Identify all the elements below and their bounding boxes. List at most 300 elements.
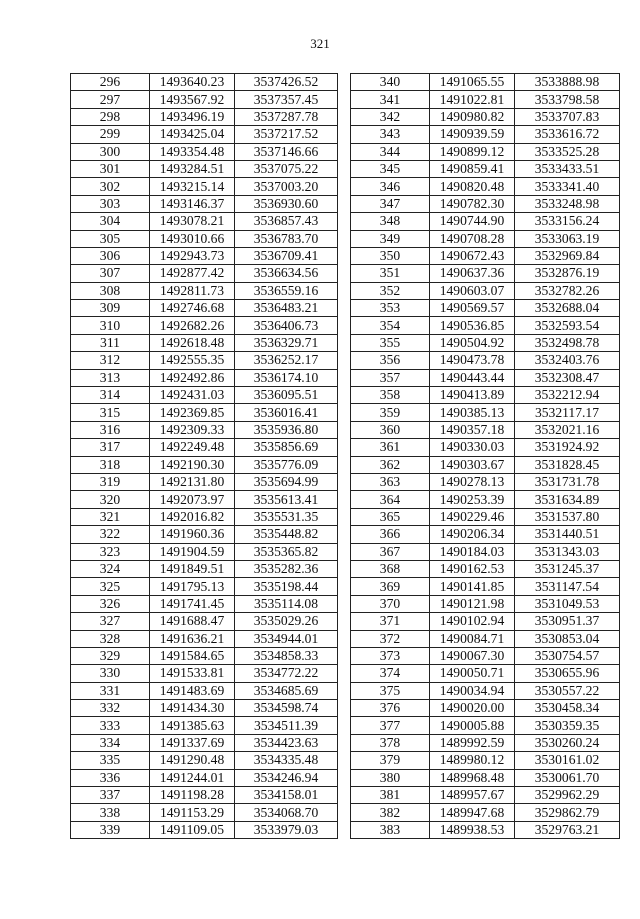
point-number-cell: 322 bbox=[71, 526, 150, 543]
y-coordinate-cell: 3533156.24 bbox=[515, 213, 620, 230]
y-coordinate-cell: 3533888.98 bbox=[515, 74, 620, 91]
table-row bbox=[351, 769, 620, 786]
y-coordinate-cell: 3533979.03 bbox=[235, 821, 338, 838]
table-row bbox=[71, 473, 338, 490]
point-number-cell: 354 bbox=[351, 317, 430, 334]
point-number-cell: 335 bbox=[71, 752, 150, 769]
point-number-cell: 361 bbox=[351, 439, 430, 456]
x-coordinate-cell: 1492369.85 bbox=[150, 404, 235, 421]
table-row bbox=[71, 526, 338, 543]
table-row bbox=[351, 560, 620, 577]
point-number-cell: 326 bbox=[71, 595, 150, 612]
y-coordinate-cell: 3533798.58 bbox=[515, 91, 620, 108]
y-coordinate-cell: 3532969.84 bbox=[515, 247, 620, 264]
x-coordinate-cell: 1491385.63 bbox=[150, 717, 235, 734]
table-row bbox=[71, 300, 338, 317]
table-row bbox=[351, 247, 620, 264]
table-row bbox=[71, 126, 338, 143]
table-row bbox=[351, 647, 620, 664]
point-number-cell: 366 bbox=[351, 526, 430, 543]
point-number-cell: 357 bbox=[351, 369, 430, 386]
table-row bbox=[351, 404, 620, 421]
x-coordinate-cell: 1490253.39 bbox=[430, 491, 515, 508]
y-coordinate-cell: 3535936.80 bbox=[235, 421, 338, 438]
y-coordinate-cell: 3530557.22 bbox=[515, 682, 620, 699]
table-row bbox=[71, 74, 338, 91]
table-row bbox=[71, 682, 338, 699]
x-coordinate-cell: 1493567.92 bbox=[150, 91, 235, 108]
x-coordinate-cell: 1490084.71 bbox=[430, 630, 515, 647]
point-number-cell: 342 bbox=[351, 108, 430, 125]
table-row bbox=[351, 752, 620, 769]
table-row bbox=[351, 630, 620, 647]
y-coordinate-cell: 3536634.56 bbox=[235, 265, 338, 282]
point-number-cell: 368 bbox=[351, 560, 430, 577]
x-coordinate-cell: 1490413.89 bbox=[430, 387, 515, 404]
y-coordinate-cell: 3534335.48 bbox=[235, 752, 338, 769]
y-coordinate-cell: 3534598.74 bbox=[235, 700, 338, 717]
x-coordinate-cell: 1491741.45 bbox=[150, 595, 235, 612]
y-coordinate-cell: 3530754.57 bbox=[515, 647, 620, 664]
x-coordinate-cell: 1490121.98 bbox=[430, 595, 515, 612]
table-row bbox=[71, 334, 338, 351]
x-coordinate-cell: 1492555.35 bbox=[150, 352, 235, 369]
point-number-cell: 332 bbox=[71, 700, 150, 717]
y-coordinate-cell: 3529962.29 bbox=[515, 787, 620, 804]
table-row bbox=[71, 230, 338, 247]
point-number-cell: 378 bbox=[351, 734, 430, 751]
y-coordinate-cell: 3533616.72 bbox=[515, 126, 620, 143]
table-row bbox=[351, 508, 620, 525]
table-row bbox=[71, 630, 338, 647]
y-coordinate-cell: 3534511.39 bbox=[235, 717, 338, 734]
x-coordinate-cell: 1490303.67 bbox=[430, 456, 515, 473]
point-number-cell: 320 bbox=[71, 491, 150, 508]
x-coordinate-cell: 1490034.94 bbox=[430, 682, 515, 699]
y-coordinate-cell: 3534068.70 bbox=[235, 804, 338, 821]
y-coordinate-cell: 3536559.16 bbox=[235, 282, 338, 299]
y-coordinate-cell: 3534246.94 bbox=[235, 769, 338, 786]
point-number-cell: 367 bbox=[351, 543, 430, 560]
x-coordinate-cell: 1489957.67 bbox=[430, 787, 515, 804]
y-coordinate-cell: 3531828.45 bbox=[515, 456, 620, 473]
y-coordinate-cell: 3533525.28 bbox=[515, 143, 620, 160]
x-coordinate-cell: 1491434.30 bbox=[150, 700, 235, 717]
table-row bbox=[351, 734, 620, 751]
x-coordinate-cell: 1491584.65 bbox=[150, 647, 235, 664]
y-coordinate-cell: 3530458.34 bbox=[515, 700, 620, 717]
point-number-cell: 355 bbox=[351, 334, 430, 351]
x-coordinate-cell: 1493425.04 bbox=[150, 126, 235, 143]
table-row bbox=[351, 126, 620, 143]
table-row bbox=[351, 526, 620, 543]
table-row bbox=[71, 352, 338, 369]
x-coordinate-cell: 1492943.73 bbox=[150, 247, 235, 264]
y-coordinate-cell: 3534858.33 bbox=[235, 647, 338, 664]
y-coordinate-cell: 3532593.54 bbox=[515, 317, 620, 334]
x-coordinate-cell: 1492811.73 bbox=[150, 282, 235, 299]
x-coordinate-cell: 1490820.48 bbox=[430, 178, 515, 195]
point-number-cell: 343 bbox=[351, 126, 430, 143]
y-coordinate-cell: 3534158.01 bbox=[235, 787, 338, 804]
table-row bbox=[351, 282, 620, 299]
y-coordinate-cell: 3536783.70 bbox=[235, 230, 338, 247]
y-coordinate-cell: 3531634.89 bbox=[515, 491, 620, 508]
y-coordinate-cell: 3534685.69 bbox=[235, 682, 338, 699]
point-number-cell: 364 bbox=[351, 491, 430, 508]
table-row bbox=[351, 387, 620, 404]
y-coordinate-cell: 3537287.78 bbox=[235, 108, 338, 125]
point-number-cell: 323 bbox=[71, 543, 150, 560]
x-coordinate-cell: 1492249.48 bbox=[150, 439, 235, 456]
point-number-cell: 370 bbox=[351, 595, 430, 612]
y-coordinate-cell: 3537146.66 bbox=[235, 143, 338, 160]
point-number-cell: 314 bbox=[71, 387, 150, 404]
table-row bbox=[71, 282, 338, 299]
table-row bbox=[351, 473, 620, 490]
point-number-cell: 327 bbox=[71, 613, 150, 630]
y-coordinate-cell: 3529763.21 bbox=[515, 821, 620, 838]
x-coordinate-cell: 1490278.13 bbox=[430, 473, 515, 490]
y-coordinate-cell: 3531924.92 bbox=[515, 439, 620, 456]
table-row bbox=[71, 752, 338, 769]
y-coordinate-cell: 3536329.71 bbox=[235, 334, 338, 351]
point-number-cell: 352 bbox=[351, 282, 430, 299]
table-row bbox=[351, 369, 620, 386]
x-coordinate-cell: 1490005.88 bbox=[430, 717, 515, 734]
x-coordinate-cell: 1493496.19 bbox=[150, 108, 235, 125]
x-coordinate-cell: 1490162.53 bbox=[430, 560, 515, 577]
point-number-cell: 376 bbox=[351, 700, 430, 717]
table-row bbox=[351, 230, 620, 247]
table-row bbox=[351, 665, 620, 682]
point-number-cell: 339 bbox=[71, 821, 150, 838]
y-coordinate-cell: 3533341.40 bbox=[515, 178, 620, 195]
point-number-cell: 381 bbox=[351, 787, 430, 804]
point-number-cell: 307 bbox=[71, 265, 150, 282]
point-number-cell: 310 bbox=[71, 317, 150, 334]
y-coordinate-cell: 3537357.45 bbox=[235, 91, 338, 108]
x-coordinate-cell: 1491198.28 bbox=[150, 787, 235, 804]
point-number-cell: 330 bbox=[71, 665, 150, 682]
x-coordinate-cell: 1492618.48 bbox=[150, 334, 235, 351]
point-number-cell: 350 bbox=[351, 247, 430, 264]
table-row bbox=[71, 508, 338, 525]
y-coordinate-cell: 3536406.73 bbox=[235, 317, 338, 334]
y-coordinate-cell: 3536252.17 bbox=[235, 352, 338, 369]
x-coordinate-cell: 1492431.03 bbox=[150, 387, 235, 404]
table-row bbox=[351, 317, 620, 334]
point-number-cell: 334 bbox=[71, 734, 150, 751]
point-number-cell: 363 bbox=[351, 473, 430, 490]
y-coordinate-cell: 3531440.51 bbox=[515, 526, 620, 543]
table-row bbox=[71, 804, 338, 821]
y-coordinate-cell: 3535531.35 bbox=[235, 508, 338, 525]
y-coordinate-cell: 3532308.47 bbox=[515, 369, 620, 386]
y-coordinate-cell: 3535613.41 bbox=[235, 491, 338, 508]
y-coordinate-cell: 3531537.80 bbox=[515, 508, 620, 525]
y-coordinate-cell: 3530260.24 bbox=[515, 734, 620, 751]
x-coordinate-cell: 1491290.48 bbox=[150, 752, 235, 769]
y-coordinate-cell: 3530359.35 bbox=[515, 717, 620, 734]
point-number-cell: 346 bbox=[351, 178, 430, 195]
point-number-cell: 318 bbox=[71, 456, 150, 473]
x-coordinate-cell: 1490980.82 bbox=[430, 108, 515, 125]
point-number-cell: 299 bbox=[71, 126, 150, 143]
y-coordinate-cell: 3534772.22 bbox=[235, 665, 338, 682]
y-coordinate-cell: 3536930.60 bbox=[235, 195, 338, 212]
x-coordinate-cell: 1490603.07 bbox=[430, 282, 515, 299]
point-number-cell: 298 bbox=[71, 108, 150, 125]
y-coordinate-cell: 3535029.26 bbox=[235, 613, 338, 630]
x-coordinate-cell: 1490637.36 bbox=[430, 265, 515, 282]
y-coordinate-cell: 3536709.41 bbox=[235, 247, 338, 264]
x-coordinate-cell: 1489968.48 bbox=[430, 769, 515, 786]
x-coordinate-cell: 1490708.28 bbox=[430, 230, 515, 247]
x-coordinate-cell: 1491533.81 bbox=[150, 665, 235, 682]
point-number-cell: 379 bbox=[351, 752, 430, 769]
table-row bbox=[71, 717, 338, 734]
table-row bbox=[71, 387, 338, 404]
y-coordinate-cell: 3533707.83 bbox=[515, 108, 620, 125]
y-coordinate-cell: 3537217.52 bbox=[235, 126, 338, 143]
point-number-cell: 312 bbox=[71, 352, 150, 369]
y-coordinate-cell: 3534423.63 bbox=[235, 734, 338, 751]
x-coordinate-cell: 1490357.18 bbox=[430, 421, 515, 438]
x-coordinate-cell: 1491483.69 bbox=[150, 682, 235, 699]
table-row bbox=[351, 595, 620, 612]
table-row bbox=[351, 578, 620, 595]
table-row bbox=[71, 404, 338, 421]
point-number-cell: 371 bbox=[351, 613, 430, 630]
x-coordinate-cell: 1490184.03 bbox=[430, 543, 515, 560]
table-row bbox=[351, 543, 620, 560]
point-number-cell: 345 bbox=[351, 160, 430, 177]
y-coordinate-cell: 3533063.19 bbox=[515, 230, 620, 247]
y-coordinate-cell: 3536483.21 bbox=[235, 300, 338, 317]
coordinate-table-left-body bbox=[71, 74, 338, 839]
table-row bbox=[71, 178, 338, 195]
x-coordinate-cell: 1492682.26 bbox=[150, 317, 235, 334]
point-number-cell: 321 bbox=[71, 508, 150, 525]
x-coordinate-cell: 1490443.44 bbox=[430, 369, 515, 386]
point-number-cell: 340 bbox=[351, 74, 430, 91]
x-coordinate-cell: 1493284.51 bbox=[150, 160, 235, 177]
x-coordinate-cell: 1491795.13 bbox=[150, 578, 235, 595]
table-row bbox=[71, 456, 338, 473]
y-coordinate-cell: 3530951.37 bbox=[515, 613, 620, 630]
table-row bbox=[71, 439, 338, 456]
table-row bbox=[351, 804, 620, 821]
y-coordinate-cell: 3532498.78 bbox=[515, 334, 620, 351]
point-number-cell: 351 bbox=[351, 265, 430, 282]
x-coordinate-cell: 1490536.85 bbox=[430, 317, 515, 334]
x-coordinate-cell: 1490102.94 bbox=[430, 613, 515, 630]
y-coordinate-cell: 3537075.22 bbox=[235, 160, 338, 177]
table-row bbox=[351, 108, 620, 125]
x-coordinate-cell: 1490569.57 bbox=[430, 300, 515, 317]
x-coordinate-cell: 1493010.66 bbox=[150, 230, 235, 247]
y-coordinate-cell: 3532876.19 bbox=[515, 265, 620, 282]
table-row bbox=[71, 195, 338, 212]
point-number-cell: 301 bbox=[71, 160, 150, 177]
point-number-cell: 304 bbox=[71, 213, 150, 230]
point-number-cell: 296 bbox=[71, 74, 150, 91]
x-coordinate-cell: 1492016.82 bbox=[150, 508, 235, 525]
table-row bbox=[71, 143, 338, 160]
table-row bbox=[351, 787, 620, 804]
x-coordinate-cell: 1490939.59 bbox=[430, 126, 515, 143]
x-coordinate-cell: 1490050.71 bbox=[430, 665, 515, 682]
x-coordinate-cell: 1490859.41 bbox=[430, 160, 515, 177]
x-coordinate-cell: 1489980.12 bbox=[430, 752, 515, 769]
table-row bbox=[71, 543, 338, 560]
x-coordinate-cell: 1490473.78 bbox=[430, 352, 515, 369]
x-coordinate-cell: 1490206.34 bbox=[430, 526, 515, 543]
point-number-cell: 317 bbox=[71, 439, 150, 456]
x-coordinate-cell: 1491636.21 bbox=[150, 630, 235, 647]
table-row bbox=[351, 613, 620, 630]
y-coordinate-cell: 3531245.37 bbox=[515, 560, 620, 577]
x-coordinate-cell: 1489992.59 bbox=[430, 734, 515, 751]
coordinate-table-right-body bbox=[351, 74, 620, 839]
table-row bbox=[351, 160, 620, 177]
table-row bbox=[71, 91, 338, 108]
y-coordinate-cell: 3536174.10 bbox=[235, 369, 338, 386]
table-row bbox=[71, 160, 338, 177]
y-coordinate-cell: 3532403.76 bbox=[515, 352, 620, 369]
table-row bbox=[351, 421, 620, 438]
coordinate-table-left bbox=[70, 73, 338, 839]
table-row bbox=[71, 369, 338, 386]
point-number-cell: 302 bbox=[71, 178, 150, 195]
y-coordinate-cell: 3530655.96 bbox=[515, 665, 620, 682]
table-row bbox=[71, 700, 338, 717]
y-coordinate-cell: 3537426.52 bbox=[235, 74, 338, 91]
y-coordinate-cell: 3535365.82 bbox=[235, 543, 338, 560]
table-row bbox=[71, 560, 338, 577]
table-row bbox=[351, 195, 620, 212]
y-coordinate-cell: 3536857.43 bbox=[235, 213, 338, 230]
table-row bbox=[351, 178, 620, 195]
point-number-cell: 305 bbox=[71, 230, 150, 247]
y-coordinate-cell: 3529862.79 bbox=[515, 804, 620, 821]
x-coordinate-cell: 1491337.69 bbox=[150, 734, 235, 751]
x-coordinate-cell: 1490020.00 bbox=[430, 700, 515, 717]
table-row bbox=[351, 821, 620, 838]
y-coordinate-cell: 3535776.09 bbox=[235, 456, 338, 473]
x-coordinate-cell: 1490782.30 bbox=[430, 195, 515, 212]
point-number-cell: 349 bbox=[351, 230, 430, 247]
x-coordinate-cell: 1491904.59 bbox=[150, 543, 235, 560]
point-number-cell: 362 bbox=[351, 456, 430, 473]
y-coordinate-cell: 3530161.02 bbox=[515, 752, 620, 769]
x-coordinate-cell: 1490141.85 bbox=[430, 578, 515, 595]
point-number-cell: 382 bbox=[351, 804, 430, 821]
x-coordinate-cell: 1492073.97 bbox=[150, 491, 235, 508]
table-row bbox=[351, 334, 620, 351]
x-coordinate-cell: 1489938.53 bbox=[430, 821, 515, 838]
y-coordinate-cell: 3532021.16 bbox=[515, 421, 620, 438]
x-coordinate-cell: 1493078.21 bbox=[150, 213, 235, 230]
table-row bbox=[351, 213, 620, 230]
point-number-cell: 311 bbox=[71, 334, 150, 351]
y-coordinate-cell: 3533248.98 bbox=[515, 195, 620, 212]
point-number-cell: 365 bbox=[351, 508, 430, 525]
table-row bbox=[351, 143, 620, 160]
table-row bbox=[71, 317, 338, 334]
point-number-cell: 331 bbox=[71, 682, 150, 699]
x-coordinate-cell: 1490067.30 bbox=[430, 647, 515, 664]
y-coordinate-cell: 3536016.41 bbox=[235, 404, 338, 421]
table-row bbox=[351, 74, 620, 91]
point-number-cell: 372 bbox=[351, 630, 430, 647]
y-coordinate-cell: 3531731.78 bbox=[515, 473, 620, 490]
table-row bbox=[351, 300, 620, 317]
point-number-cell: 319 bbox=[71, 473, 150, 490]
point-number-cell: 313 bbox=[71, 369, 150, 386]
table-row bbox=[351, 682, 620, 699]
coordinate-table-right bbox=[350, 73, 620, 839]
table-row bbox=[351, 717, 620, 734]
table-row bbox=[71, 213, 338, 230]
x-coordinate-cell: 1490672.43 bbox=[430, 247, 515, 264]
y-coordinate-cell: 3535694.99 bbox=[235, 473, 338, 490]
point-number-cell: 303 bbox=[71, 195, 150, 212]
x-coordinate-cell: 1491022.81 bbox=[430, 91, 515, 108]
x-coordinate-cell: 1490385.13 bbox=[430, 404, 515, 421]
point-number-cell: 316 bbox=[71, 421, 150, 438]
y-coordinate-cell: 3532782.26 bbox=[515, 282, 620, 299]
x-coordinate-cell: 1492190.30 bbox=[150, 456, 235, 473]
x-coordinate-cell: 1493215.14 bbox=[150, 178, 235, 195]
y-coordinate-cell: 3535114.08 bbox=[235, 595, 338, 612]
y-coordinate-cell: 3535448.82 bbox=[235, 526, 338, 543]
point-number-cell: 300 bbox=[71, 143, 150, 160]
point-number-cell: 356 bbox=[351, 352, 430, 369]
table-row bbox=[71, 787, 338, 804]
x-coordinate-cell: 1490229.46 bbox=[430, 508, 515, 525]
x-coordinate-cell: 1491849.51 bbox=[150, 560, 235, 577]
table-row bbox=[71, 108, 338, 125]
point-number-cell: 358 bbox=[351, 387, 430, 404]
table-row bbox=[71, 595, 338, 612]
y-coordinate-cell: 3537003.20 bbox=[235, 178, 338, 195]
point-number-cell: 341 bbox=[351, 91, 430, 108]
point-number-cell: 359 bbox=[351, 404, 430, 421]
table-row bbox=[71, 647, 338, 664]
x-coordinate-cell: 1493354.48 bbox=[150, 143, 235, 160]
table-row bbox=[71, 578, 338, 595]
point-number-cell: 353 bbox=[351, 300, 430, 317]
point-number-cell: 308 bbox=[71, 282, 150, 299]
table-row bbox=[351, 700, 620, 717]
x-coordinate-cell: 1491109.05 bbox=[150, 821, 235, 838]
table-row bbox=[71, 491, 338, 508]
point-number-cell: 344 bbox=[351, 143, 430, 160]
table-row bbox=[351, 265, 620, 282]
y-coordinate-cell: 3530853.04 bbox=[515, 630, 620, 647]
y-coordinate-cell: 3536095.51 bbox=[235, 387, 338, 404]
y-coordinate-cell: 3534944.01 bbox=[235, 630, 338, 647]
x-coordinate-cell: 1490330.03 bbox=[430, 439, 515, 456]
point-number-cell: 309 bbox=[71, 300, 150, 317]
x-coordinate-cell: 1491065.55 bbox=[430, 74, 515, 91]
table-row bbox=[71, 665, 338, 682]
point-number-cell: 348 bbox=[351, 213, 430, 230]
page-number: 321 bbox=[310, 36, 330, 51]
y-coordinate-cell: 3533433.51 bbox=[515, 160, 620, 177]
